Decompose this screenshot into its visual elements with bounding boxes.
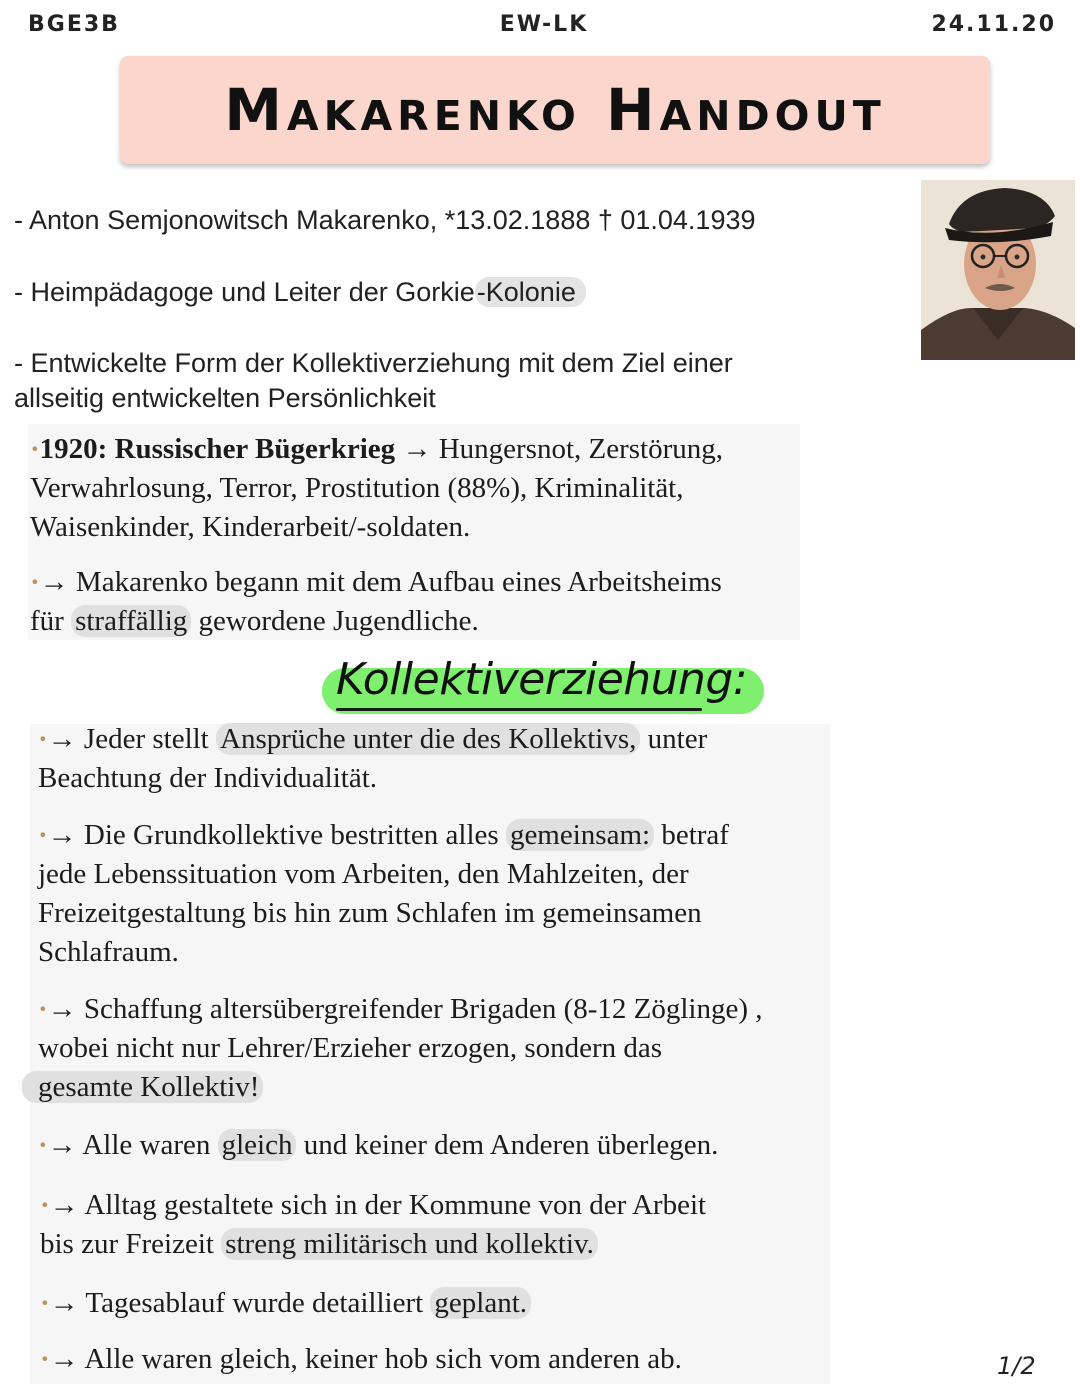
history-line1-rest: → Hungersnot, Zerstörung, (395, 433, 723, 465)
heading-underline (336, 708, 702, 711)
bullet-dot: · (38, 993, 48, 1025)
bullet-dot: · (38, 1129, 48, 1161)
point-4-highlight: gleich (218, 1129, 297, 1161)
history-line3: Waisenkinder, Kinderarbeit/-soldaten. (30, 511, 471, 543)
history-year-heading: 1920: Russischer Bügerkrieg (39, 433, 396, 465)
point-2-line4: Schlafraum. (38, 936, 179, 968)
point-2-pre: → Die Grundkollektive bestritten alles (47, 819, 506, 851)
point-1-pre: → Jeder stellt (47, 723, 216, 755)
intro-goal-line2: allseitig entwickelten Persönlichkeit (14, 383, 436, 413)
point-3 (38, 990, 763, 1107)
course-code: BGE3B (28, 12, 120, 37)
bullet-dot: · (40, 1189, 50, 1221)
section-heading: Kollektiverziehung: (336, 654, 748, 705)
intro-role-highlight: -Kolonie (475, 277, 586, 307)
intro-bullet-name: - Anton Semjonowitsch Makarenko, *13.02.1888 † 01.04.1939 (14, 205, 756, 235)
page-title: Makarenko Handout (224, 76, 886, 144)
bullet-dot: · (30, 566, 40, 598)
bullet-dot: · (38, 723, 48, 755)
point-5-highlight: streng militärisch und kollektiv. (221, 1228, 598, 1260)
portrait-image (921, 180, 1075, 360)
point-3-line1: → Schaffung altersübergreifender Brigaden (8-12 Zöglinge) , (47, 993, 763, 1025)
history-p2-highlight: straffällig (71, 605, 191, 637)
point-2-post: betraf (654, 819, 729, 851)
intro-bullet-goal (14, 346, 733, 416)
intro-goal-line1: - Entwickelte Form der Kollektiverziehung mit dem Ziel einer (14, 348, 733, 378)
point-6 (40, 1284, 531, 1323)
point-1-post: unter (640, 723, 708, 755)
point-5-line1: → Alltag gestaltete sich in der Kommune von der Arbeit (49, 1189, 707, 1221)
date-label: 24.11.20 (931, 12, 1056, 37)
point-2-line3: Freizeitgestaltung bis hin zum Schlafen im gemeinsamen (38, 897, 702, 929)
bullet-dot: · (40, 1287, 50, 1319)
point-2-highlight: gemeinsam: (506, 819, 654, 851)
bullet-dot: · (40, 1343, 50, 1375)
point-1 (38, 720, 707, 798)
history-p2-pre: für (30, 605, 72, 637)
point-6-highlight: geplant. (430, 1287, 531, 1319)
history-paragraph-1 (30, 430, 723, 547)
point-2 (38, 816, 729, 972)
history-p2-line1: → Makarenko begann mit dem Aufbau eines Arbeitsheims (39, 566, 722, 598)
point-4 (38, 1126, 718, 1165)
point-6-pre: → Tagesablauf wurde detailliert (49, 1287, 431, 1319)
point-4-post: und keiner dem Anderen überlegen. (296, 1129, 719, 1161)
point-5-pre: bis zur Freizeit (40, 1228, 222, 1260)
intro-bullet-role (14, 275, 586, 310)
page-number: 1/2 (997, 1352, 1036, 1380)
point-4-pre: → Alle waren (47, 1129, 218, 1161)
intro-role-text: - Heimpädagoge und Leiter der Gorkie (14, 277, 475, 307)
point-3-highlight: gesamte Kollektiv! (22, 1071, 263, 1103)
title-banner (120, 56, 990, 164)
subject-label: EW-LK (499, 12, 589, 37)
history-paragraph-2 (30, 563, 722, 641)
point-3-line2: wobei nicht nur Lehrer/Erzieher erzogen, sondern das (38, 1032, 663, 1064)
point-1-line2: Beachtung der Individualität. (38, 762, 378, 794)
point-1-highlight: Ansprüche unter die des Kollektivs, (216, 723, 640, 755)
bullet-dot: · (30, 433, 40, 465)
history-p2-post: gewordene Jugendliche. (191, 605, 479, 637)
bullet-dot: · (38, 819, 48, 851)
point-7-line1: → Alle waren gleich, keiner hob sich vom anderen ab. (49, 1343, 682, 1375)
point-5 (40, 1186, 706, 1264)
history-line2: Verwahrlosung, Terror, Prostitution (88%), Kriminalität, (30, 472, 684, 504)
point-2-line2: jede Lebenssituation vom Arbeiten, den Mahlzeiten, der (38, 858, 689, 890)
point-7 (40, 1340, 682, 1379)
